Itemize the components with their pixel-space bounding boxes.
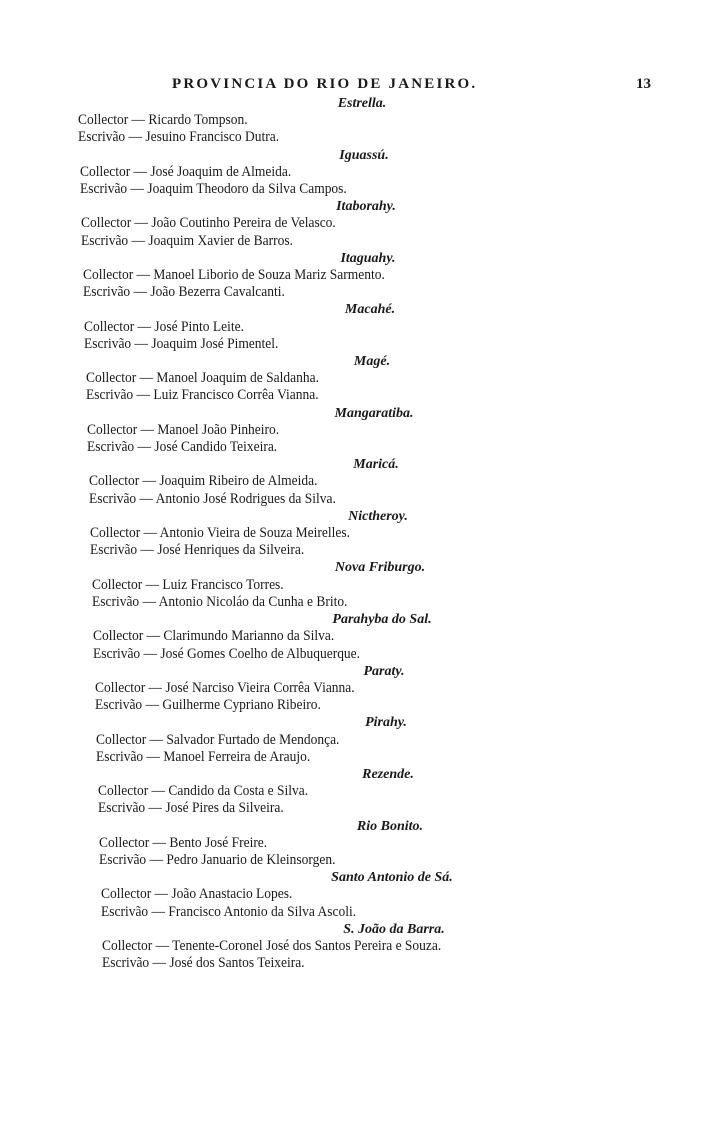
dash: —	[143, 645, 158, 662]
collector-name: Tenente-Coronel José dos Santos Pereira e Souza.	[172, 937, 442, 954]
escrivao-label: Escrivão	[78, 129, 126, 146]
dash: —	[137, 318, 152, 335]
municipality-heading: Santo Antonio de Sá.	[331, 870, 453, 886]
collector-label: Collector	[96, 731, 147, 748]
collector-label: Collector	[93, 628, 144, 645]
collector-label: Collector	[94, 679, 145, 696]
escrivao-label: Escrivão	[91, 593, 139, 610]
dash: —	[134, 215, 149, 232]
escrivao-line	[102, 955, 662, 972]
municipality-heading: Paraty.	[363, 663, 405, 679]
escrivao-line	[87, 439, 661, 456]
municipality-heading: Mangaratiba.	[334, 405, 414, 421]
collector-label: Collector	[100, 886, 151, 903]
escrivao-label: Escrivão	[97, 800, 145, 817]
collector-label: Collector	[91, 576, 142, 593]
dash: —	[128, 129, 143, 146]
collector-line	[95, 680, 662, 697]
escrivao-line	[93, 646, 661, 663]
municipality-heading: Pirahy.	[365, 715, 407, 731]
officials-list	[0, 95, 704, 972]
escrivao-label: Escrivão	[100, 903, 148, 920]
escrivao-name: Joaquim Xavier de Barros.	[148, 232, 293, 249]
collector-line	[101, 886, 662, 903]
collector-line	[102, 938, 662, 955]
collector-name: José Joaquim de Almeida.	[149, 163, 291, 180]
collector-line	[98, 783, 662, 800]
escrivao-label: Escrivão	[84, 335, 132, 352]
escrivao-name: José Candido Teixeira.	[154, 439, 278, 456]
dash: —	[145, 697, 159, 714]
escrivao-name: Joaquim Theodoro da Silva Campos.	[146, 181, 347, 198]
escrivao-label: Escrivão	[94, 697, 142, 714]
dash: —	[149, 731, 164, 748]
collector-label: Collector	[102, 937, 153, 954]
dash: —	[152, 834, 167, 851]
dash: —	[145, 576, 159, 593]
municipality-section	[0, 405, 704, 457]
escrivao-name: Antonio Nicoláo da Cunha e Brito.	[158, 593, 347, 610]
escrivao-line	[81, 233, 660, 250]
collector-label: Collector	[87, 421, 138, 438]
municipality-section	[0, 301, 704, 353]
collector-name: Ricardo Tompson.	[148, 112, 248, 129]
municipality-heading: Rezende.	[362, 766, 414, 782]
municipality-heading: Magé.	[353, 354, 391, 370]
escrivao-label: Escrivão	[88, 490, 136, 507]
escrivao-name: Manoel Ferreira de Araujo.	[163, 748, 311, 765]
dash: —	[151, 903, 165, 920]
dash: —	[133, 163, 147, 180]
collector-name: João Anastacio Lopes.	[170, 886, 292, 903]
dash: —	[139, 370, 153, 387]
collector-name: Luiz Francisco Torres.	[161, 576, 284, 593]
municipality-heading: Itaborahy.	[336, 199, 396, 215]
escrivao-name: Joaquim José Pimentel.	[151, 335, 279, 352]
escrivao-name: José Henriques da Silveira.	[157, 542, 305, 559]
collector-name: Manoel Liborio de Souza Mariz Sarmento.	[152, 267, 385, 284]
collector-label: Collector	[84, 318, 135, 335]
collector-name: Bento José Freire.	[169, 834, 268, 851]
municipality-section	[0, 95, 704, 147]
collector-name: Manoel João Pinheiro.	[157, 421, 280, 438]
collector-label: Collector	[88, 473, 139, 490]
dash: —	[146, 748, 161, 765]
collector-line	[99, 835, 662, 852]
dash: —	[151, 783, 165, 800]
dash: —	[130, 181, 144, 198]
municipality-section	[0, 818, 704, 870]
collector-line	[81, 215, 660, 232]
dash: —	[148, 679, 162, 696]
escrivao-label: Escrivão	[82, 284, 130, 301]
municipality-heading: S. João da Barra.	[343, 921, 445, 937]
escrivao-line	[83, 284, 661, 301]
escrivao-name: João Bezerra Cavalcanti.	[149, 284, 285, 301]
escrivao-line	[98, 800, 662, 817]
escrivao-label: Escrivão	[81, 232, 129, 249]
escrivao-label: Escrivão	[87, 439, 135, 456]
escrivao-name: José Pires da Silveira.	[164, 800, 284, 817]
dash: —	[142, 473, 156, 490]
municipality-heading: Nova Friburgo.	[334, 560, 426, 576]
escrivao-line	[80, 181, 661, 198]
escrivao-line	[92, 594, 662, 611]
collector-label: Collector	[90, 525, 141, 542]
municipality-section	[0, 508, 704, 560]
dash: —	[146, 628, 161, 645]
escrivao-line	[99, 852, 662, 869]
collector-line	[87, 422, 661, 439]
escrivao-name: José Gomes Coelho de Albuquerque.	[160, 645, 361, 662]
page-number: 13	[636, 76, 651, 92]
escrivao-label: Escrivão	[102, 955, 150, 972]
municipality-section	[0, 456, 704, 508]
escrivao-label: Escrivão	[85, 387, 133, 404]
municipality-section	[0, 611, 704, 663]
escrivao-label: Escrivão	[93, 645, 141, 662]
collector-label: Collector	[79, 163, 130, 180]
collector-line	[80, 164, 661, 181]
collector-name: Candido da Costa e Silva.	[167, 783, 308, 800]
escrivao-label: Escrivão	[90, 542, 138, 559]
escrivao-line	[96, 749, 661, 766]
collector-name: Joaquim Ribeiro de Almeida.	[158, 473, 317, 490]
dash: —	[131, 112, 146, 129]
municipality-heading: Nictheroy.	[348, 508, 408, 524]
municipality-heading: Macahé.	[344, 302, 396, 318]
collector-line	[84, 319, 661, 336]
dash: —	[137, 439, 152, 456]
escrivao-line	[89, 491, 661, 508]
collector-label: Collector	[82, 267, 133, 284]
collector-line	[78, 112, 660, 129]
dash: —	[149, 851, 164, 868]
municipality-section	[0, 921, 704, 973]
collector-name: Clarimundo Marianno da Silva.	[163, 628, 335, 645]
escrivao-line	[78, 129, 660, 146]
collector-label: Collector	[85, 370, 136, 387]
escrivao-line	[84, 336, 661, 353]
municipality-section	[0, 766, 704, 818]
collector-label: Collector	[78, 112, 129, 129]
collector-line	[86, 370, 661, 387]
collector-label: Collector	[99, 834, 150, 851]
municipality-section	[0, 663, 704, 715]
municipality-section	[0, 353, 704, 405]
municipality-heading: Iguassú.	[339, 147, 389, 163]
escrivao-label: Escrivão	[79, 181, 127, 198]
escrivao-line	[95, 697, 662, 714]
municipality-section	[0, 198, 704, 250]
municipality-heading: Itaguahy.	[340, 250, 396, 266]
collector-name: João Coutinho Pereira de Velasco.	[151, 215, 336, 232]
escrivao-name: Luiz Francisco Corrêa Vianna.	[152, 387, 319, 404]
dash: —	[140, 542, 155, 559]
escrivao-name: Antonio José Rodrigues da Silva.	[155, 490, 336, 507]
escrivao-line	[101, 904, 662, 921]
escrivao-name: José dos Santos Teixeira.	[169, 955, 305, 972]
collector-name: José Narciso Vieira Corrêa Vianna.	[164, 679, 355, 696]
municipality-section	[0, 147, 704, 199]
collector-name: Salvador Furtado de Mendonça.	[166, 731, 340, 748]
dash: —	[139, 490, 153, 507]
municipality-heading: Parahyba do Sal.	[332, 612, 432, 628]
dash: —	[136, 267, 150, 284]
page-header-title: PROVINCIA DO RIO DE JANEIRO.	[172, 76, 478, 92]
dash: —	[140, 421, 155, 438]
escrivao-name: Francisco Antonio da Silva Ascoli.	[167, 903, 356, 920]
municipality-section	[0, 250, 704, 302]
collector-label: Collector	[81, 215, 132, 232]
collector-line	[96, 732, 661, 749]
escrivao-name: Pedro Januario de Kleinsorgen.	[166, 851, 336, 868]
escrivao-line	[86, 387, 661, 404]
dash: —	[148, 800, 162, 817]
dash: —	[131, 232, 146, 249]
collector-name: José Pinto Leite.	[154, 318, 244, 335]
collector-line	[90, 525, 661, 542]
dash: —	[136, 387, 150, 404]
dash: —	[155, 937, 170, 954]
municipality-heading: Rio Bonito.	[356, 818, 424, 834]
collector-line	[92, 577, 662, 594]
dash: —	[143, 525, 158, 542]
dash: —	[133, 284, 147, 301]
municipality-section	[0, 714, 704, 766]
municipality-heading: Estrella.	[337, 96, 387, 111]
escrivao-label: Escrivão	[96, 748, 144, 765]
municipality-section	[0, 869, 704, 921]
collector-name: Manoel Joaquim de Saldanha.	[155, 370, 319, 387]
collector-line	[93, 628, 661, 645]
municipality-heading: Maricá.	[353, 457, 399, 473]
collector-line	[83, 267, 661, 284]
dash: —	[142, 593, 156, 610]
dash: —	[152, 955, 167, 972]
municipality-section	[0, 559, 704, 611]
collector-line	[89, 473, 661, 490]
collector-name: Antonio Vieira de Souza Meirelles.	[159, 525, 350, 542]
escrivao-name: Jesuino Francisco Dutra.	[145, 129, 280, 146]
collector-label: Collector	[97, 783, 148, 800]
escrivao-label: Escrivão	[99, 851, 147, 868]
escrivao-line	[90, 542, 661, 559]
dash: —	[134, 335, 149, 352]
escrivao-name: Guilherme Cypriano Ribeiro.	[161, 697, 321, 714]
dash: —	[154, 886, 168, 903]
